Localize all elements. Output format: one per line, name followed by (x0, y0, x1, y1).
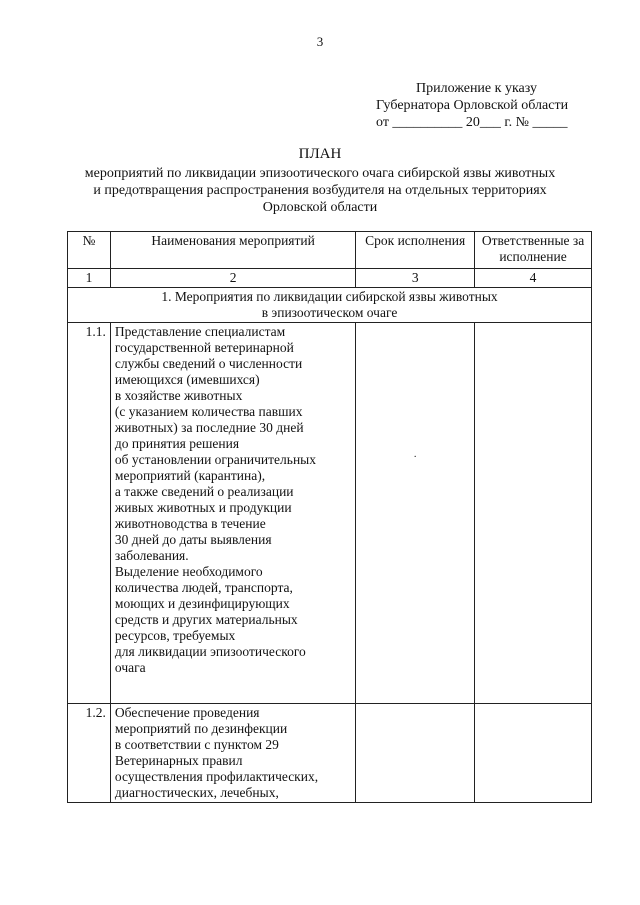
row-term (356, 704, 475, 803)
appendix-line-3: от __________ 20___ г. № _____ (376, 115, 568, 130)
section-title-line-1: 1. Мероприятия по ликвидации сибирской язвы животных (161, 289, 498, 304)
title-heading: ПЛАН (298, 146, 342, 162)
title-line-3: Орловской области (262, 200, 378, 215)
table-row (68, 704, 592, 803)
page-number: 3 (316, 34, 324, 49)
table-header-row (68, 232, 592, 269)
header-responsible: Ответственные за исполнение (475, 232, 592, 269)
row-term (356, 323, 475, 704)
appendix-line-1: Приложение к указу (416, 81, 537, 96)
column-number: 4 (475, 269, 592, 288)
column-number: 1 (68, 269, 111, 288)
section-header-row (68, 288, 592, 323)
section-title (68, 288, 592, 323)
plan-table (67, 231, 592, 803)
row-number: 1.2. (68, 704, 111, 803)
row-activity-text: Обеспечение проведения мероприятий по дезинфекции в соответствии с пунктом 29 Ветеринарных правил осуществления профилактических, диагностических, лечебных, (110, 704, 355, 803)
row-responsible (475, 323, 592, 704)
row-activity-text: Представление специалистам государственной ветеринарной службы сведений о численности имеющихся (имевшихся) в хозяйстве животных (с указанием количества павших животных) за последние 30 дней до принятия решения об установлении ограничительных мероприятий (карантина), а также сведений о реализации живых животных и продукции животноводства в течение 30 дней до даты выявления заболевания. Выделение необходимого количества людей, транспорта, моющих и дезинфицирующих средств и других материальных ресурсов, требуемых для ликвидации эпизоотического очага (110, 323, 355, 704)
header-activity: Наименования мероприятий (110, 232, 355, 269)
row-responsible (475, 704, 592, 803)
document-title (0, 146, 640, 216)
appendix-line-2: Губернатора Орловской области (376, 98, 569, 113)
column-number-row (68, 269, 592, 288)
appendix-block (376, 80, 568, 131)
header-term: Срок исполнения (356, 232, 475, 269)
row-number: 1.1. (68, 323, 111, 704)
title-line-1: мероприятий по ликвидации эпизоотического очага сибирской язвы животных (84, 166, 556, 181)
column-number: 3 (356, 269, 475, 288)
header-number: № (68, 232, 111, 269)
title-line-2: и предотвращения распространения возбудителя на отдельных территориях (93, 183, 547, 198)
column-number: 2 (110, 269, 355, 288)
dot-mark: · (413, 452, 417, 463)
table-row (68, 323, 592, 704)
section-title-line-2: в эпизоотическом очаге (261, 305, 398, 320)
